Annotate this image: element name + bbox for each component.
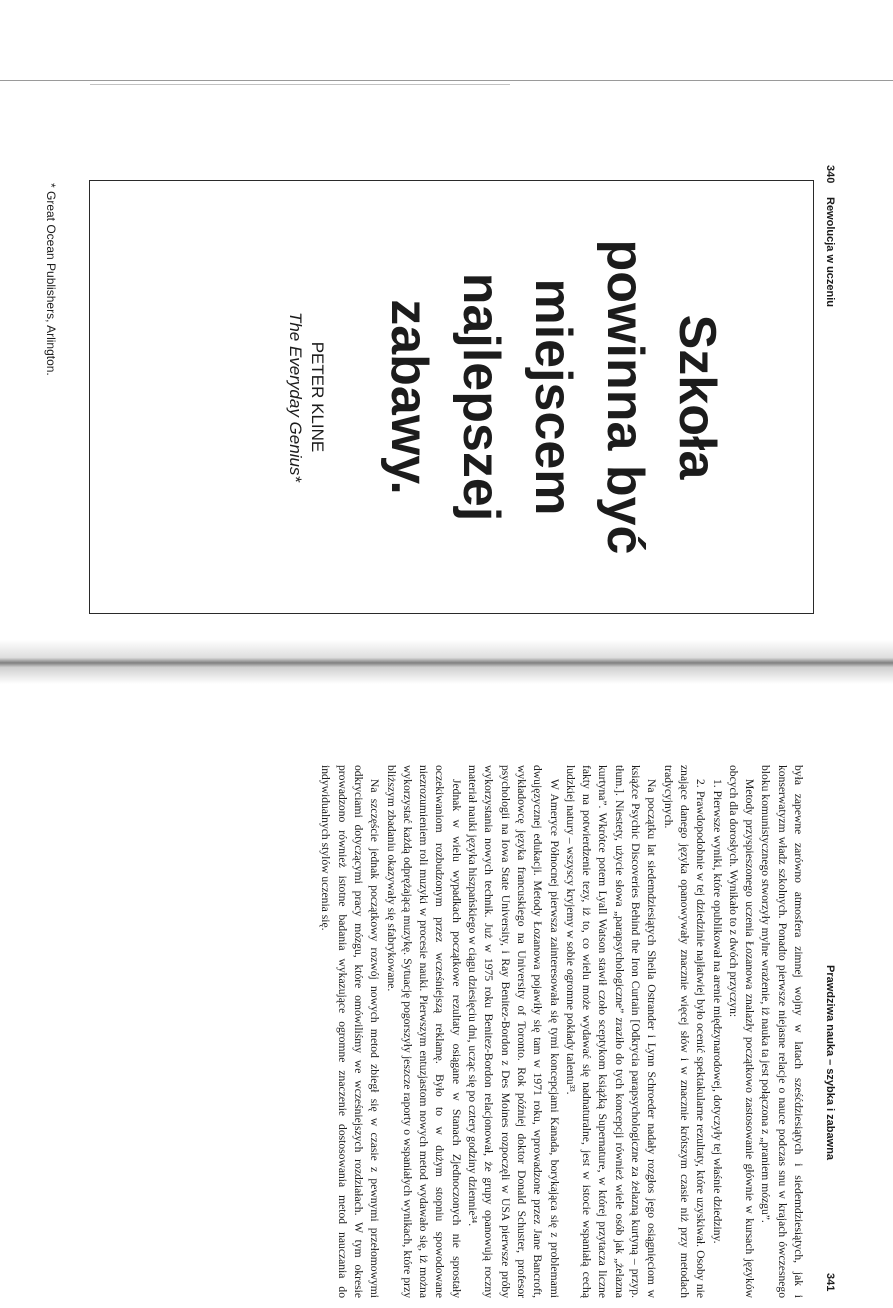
paragraph: Na początku lat siedemdziesiątych Sheila Ostrander i Lynn Schroeder nadały rozgłos jego osiągnięciom w książce Psychic Discoveries Behind the Iron Curtain [Odkrycia parapsychologiczne za żelazną kurtyną – przyp. tłum.]. Niestety, użycie słowa „parapsychologiczne” zraziło do tych koncepcji również wiele osób jak „żelazna kurtyna”. Wkrótce potem Lyall Watson stawił czoło sceptykom książką Supernature, w której przytacza liczne fakty na potwierdzenie tezy, iż to, co wielu może wydawać się nadnaturalne, jest w istocie wspaniałą cechą ludzkiej natury – wszyscy kryjemy w sobie ogromne pokłady talentu³³. bbox=[563, 765, 659, 1298]
running-title: Prawdziwa nauka – szybka i zabawna bbox=[824, 965, 836, 1161]
motto-line: zabawy. bbox=[380, 299, 438, 495]
motto-attribution bbox=[284, 181, 328, 613]
motto bbox=[373, 181, 733, 613]
paragraph: Jednak w wielu wypadkach początkowe rezultaty osiągane w Stanach Zjednoczonych nie sprostały oczekiwaniom rozbudzonym przez wcześniejszą reklamę. Było to w dużym stopniu spowodowane niezrozumieniem roli muzyki w procesie nauki. Pierwszym entuzjastom nowych metod wydawało się, iż można wykorzystać każdą odprężającą muzykę. Sytuację pogorszyły jeszcze raporty o wspaniałych wynikach, które przy bliższym zbadaniu okazywały się sfabrykowane. bbox=[384, 765, 463, 1298]
page-number: 340 bbox=[824, 165, 836, 184]
body-text bbox=[317, 765, 806, 1298]
paragraph: była zapewne zarówno atmosfera zimnej wojny w latach sześćdziesiątych i siedemdziesiątych, jak i konserwatyzm władz szkolnych. Ponadto pierwsze niejasne relacje o nauce podczas snu w krajach ówczesnego bloku komunistycznego stworzyły mylne wrażenie, iż nauka ta jest połączona z „praniem mózgu”. bbox=[759, 765, 805, 1298]
motto-line: Szkoła bbox=[668, 314, 726, 480]
running-head-340 bbox=[816, 165, 836, 740]
motto-line: miejscem bbox=[524, 278, 582, 516]
footnote: * Great Ocean Publishers, Arlington. bbox=[44, 183, 58, 376]
paragraph: 2. Prawdopodobnie w tej dziedzinie najłatwiej było ocenić spektakularne rezultaty, które uzyskiwał. Osoby nie znające danego języka opanowywały znacznie więcej słów i w znacznie krótszym czasie niż przy metodach tradycyjnych. bbox=[661, 765, 708, 1298]
page-number: 341 bbox=[824, 1273, 836, 1292]
paragraph: Metody przyspieszonego uczenia Łozanowa znalazły początkowo zastosowanie głównie w kursach języków obcych dla dorosłych. Wynikało to z dwóch przyczyn: bbox=[726, 765, 757, 1298]
motto-line: powinna być bbox=[596, 239, 654, 555]
scan-edge-line bbox=[0, 80, 893, 81]
paragraph: 1. Pierwsze wyniki, które opublikował na arenie międzynarodowej, dotyczyły tej właśnie dziedziny. bbox=[710, 779, 724, 1244]
motto-line: najlepszej bbox=[452, 272, 510, 522]
page-341 bbox=[36, 733, 836, 1308]
page-340 bbox=[36, 165, 836, 740]
author-name: PETER KLINE bbox=[308, 341, 327, 453]
running-title: Rewolucja w uczeniu bbox=[824, 197, 836, 308]
running-head-341 bbox=[816, 733, 836, 1308]
book-title: The Everyday Genius* bbox=[286, 311, 305, 483]
scan-edge-line bbox=[90, 84, 510, 85]
paragraph: Na szczęście jednak początkowy rozwój nowych metod zbiegł się w czasie z pewnymi przełomowymi odkryciami dotyczącymi pracy mózgu, które omówiliśmy we wcześniejszych rozdziałach. W tym okresie prowadzono również istotne badania wykazujące ogromne znaczenie dostosowania metod nauczania do indywidualnych stylów uczenia się. bbox=[319, 765, 382, 1298]
motto-frame bbox=[89, 180, 814, 614]
paragraph: W Ameryce Północnej pierwsza zainteresowała się tymi koncepcjami Kanada, borykająca się z problemami dwujęzycznej edukacji. Metody Łozanowa pojawiły się tam w 1971 roku, wprowadzone przez Jane Bancroft, wykładowcę języka francuskiego na University of Toronto. Rok później doktor Donald Schuster, profesor psychologii na Iowa State University, i Ray Benitez-Bordon z Des Moines rozpoczęli w USA pierwsze próby wykorzystania nowych technik. Już w 1975 roku Benitez-Bordon relacjonował, że grupy opanowują roczny materiał nauki języka hiszpańskiego w ciągu dziesięciu dni, ucząc się po cztery godziny dziennie³⁴. bbox=[466, 765, 561, 1298]
